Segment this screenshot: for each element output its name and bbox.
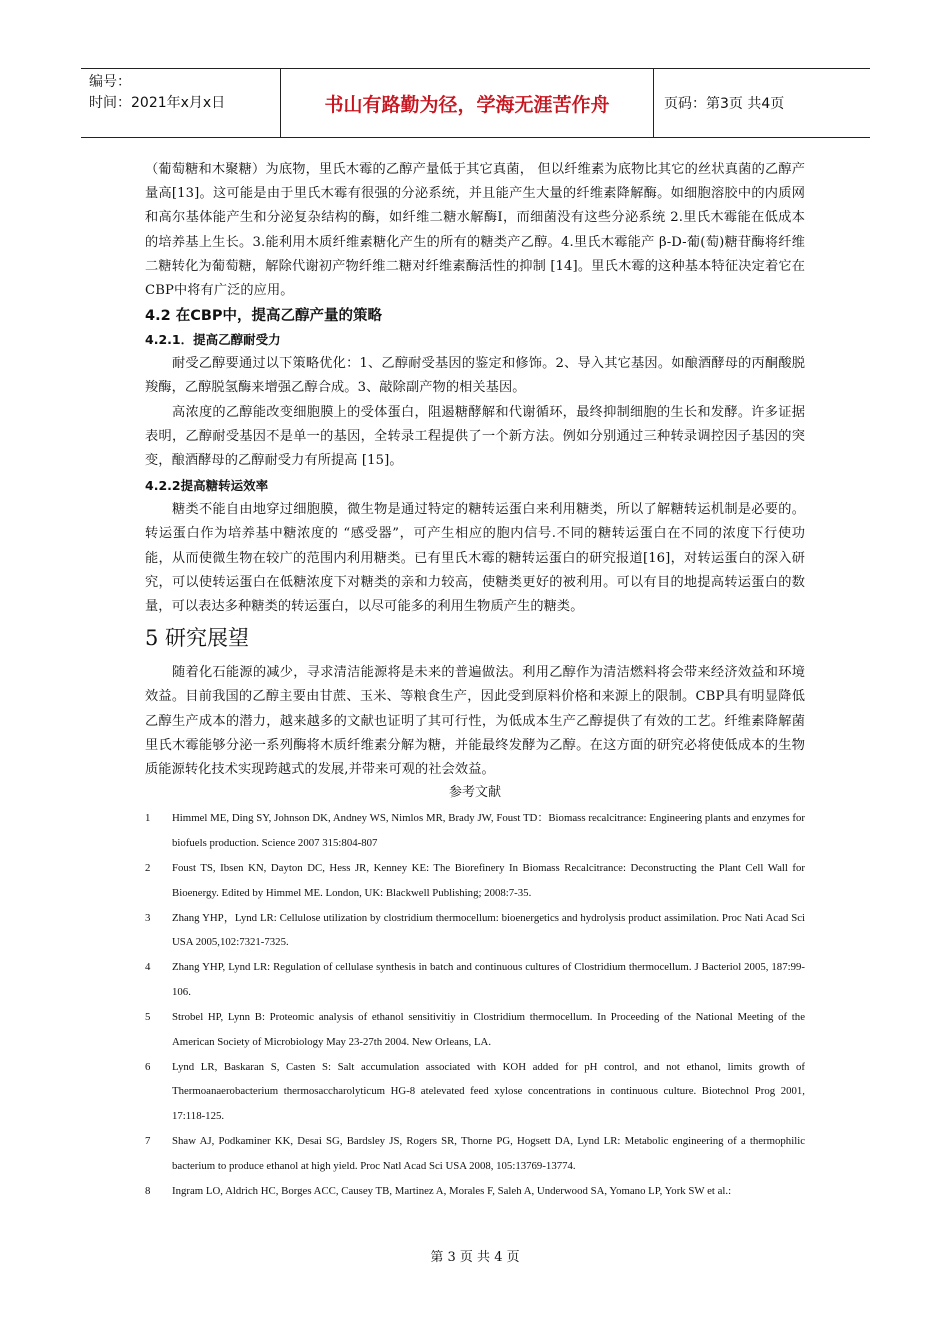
page-footer: 第 3 页 共 4 页 [430, 1250, 520, 1265]
reference-number: 7 [145, 1134, 151, 1147]
reference-item [145, 1179, 805, 1204]
reference-number: 8 [145, 1184, 151, 1197]
subsection-heading-4-2-1: 4.2.1．提高乙醇耐受力 [145, 332, 281, 348]
reference-number: 2 [145, 861, 151, 874]
reference-text: Himmel ME, Ding SY, Johnson DK, Andney WS, Nimlos MR, Brady JW, Foust TD：Biomass recalcitrance: Engineering plants and enzymes for biofuels production. Science 2007 315:804-807 [172, 812, 805, 849]
reference-text: Zhang YHP，Lynd LR: Cellulose utilization by clostridium thermocellum: bioenergetics and hydrolysis product assimilation. Proc Nati Acad Sci USA 2005,102:7321-7325. [172, 911, 805, 949]
reference-item [145, 856, 805, 905]
reference-text: Ingram LO, Aldrich HC, Borges ACC, Causey TB, Martinez A, Morales F, Saleh A, Underwood SA, Yomano LP, York SW et al.: [172, 1184, 732, 1197]
references-title: 参考文献 [448, 785, 501, 801]
reference-item [145, 1129, 805, 1178]
reference-text: Shaw AJ, Podkaminer KK, Desai SG, Bardsley JS, Rogers SR, Thorne PG, Hogsett DA, Lynd LR: Metabolic engineering of a thermophilic bacterium to produce ethanol at high yield. Proc Natl Acad Sci USA 2008, 105:13769-13774. [172, 1134, 805, 1172]
reference-text: Strobel HP, Lynn B: Proteomic analysis of ethanol sensitivitiy in Clostridium thermocellum. In Proceeding of the National Meeting of the American Society of Microbiology May 23-27th 2004. New Orleans, LA. [172, 1011, 805, 1048]
reference-text: Zhang YHP, Lynd LR: Regulation of cellulase synthesis in batch and continuous cultures of Clostridium thermocellum. J Bacteriol 2005, 187:99-106. [172, 961, 805, 998]
paragraph: 耐受乙醇要通过以下策略优化：1、乙醇耐受基因的鉴定和修饰。2、导入其它基因。如酿酒酵母的丙酮酸脱羧酶，乙醇脱氢酶来增强乙醇合成。3、敲除副产物的相关基因。 [145, 356, 805, 396]
reference-number: 5 [145, 1011, 151, 1024]
reference-item [145, 806, 805, 855]
page-header [81, 68, 870, 138]
paragraph: （葡萄糖和木聚糖）为底物，里氏木霉的乙醇产量低于其它真菌， 但以纤维素为底物比其它的丝状真菌的乙醇产量高[13]。这可能是由于里氏木霉有很强的分泌系统，并且能产生大量的纤维素降解酶。如细胞溶胶中的内质网和高尔基体能产生和分泌复杂结构的酶，如纤维二糖水解酶Ⅰ，而细菌没有这些分泌系统 2.里氏木霉能在低成本的培养基上生长。3.能利用木质纤维素糖化产生的所有的糖类产乙醇。4.里氏木霉能产 β-D-葡(萄)糖苷酶将纤维二糖转化为葡萄糖，解除代谢初产物纤维二糖对纤维素酶活性的抑制 [14]。里氏木霉的这种基本特征决定着它在CBP中将有广泛的应用。 [145, 162, 805, 299]
paragraph: 糖类不能自由地穿过细胞膜，微生物是通过特定的糖转运蛋白来利用糖类，所以了解糖转运机制是必要的。转运蛋白作为培养基中糖浓度的 “感受器”，可产生相应的胞内信号.不同的糖转运蛋白在不同的浓度下行使功能，从而使微生物在较广的范围内利用糖类。已有里氏木霉的糖转运蛋白的研究报道[16]，对转运蛋白的深入研究，可以使转运蛋白在低糖浓度下对糖类的亲和力较高，使糖类更好的被利用。可以有目的地提高转运蛋白的数量，可以表达多种糖类的转运蛋白，以尽可能多的利用生物质产生的糖类。 [145, 502, 805, 615]
reference-number: 6 [145, 1060, 151, 1073]
header-time-label: 时间：2021年x月x日 [89, 95, 226, 111]
header-number-label: 编号： [89, 74, 131, 90]
reference-text: Lynd LR, Baskaran S, Casten S: Salt accumulation associated with KOH added for pH control, and not ethanol, limits growth of Thermoanaerobacterium thermosaccharolyticum HG-8 atelevated feed xylose concentrations in continuous culture. Biotechnol Prog 2001, 17:118-125. [172, 1060, 805, 1122]
reference-item [145, 906, 805, 955]
section-heading-4-2: 4.2 在CBP中，提高乙醇产量的策略 [145, 308, 383, 325]
reference-number: 1 [145, 812, 151, 825]
reference-number: 3 [145, 911, 151, 924]
paragraph: 随着化石能源的减少，寻求清洁能源将是未来的普遍做法。利用乙醇作为清洁燃料将会带来经济效益和环境效益。目前我国的乙醇主要由甘蔗、玉米、等粮食生产，因此受到原料价格和来源上的限制。CBP具有明显降低乙醇生产成本的潜力，越来越多的文献也证明了其可行性，为低成本生产乙醇提供了有效的工艺。纤维素降解菌里氏木霉能够分泌一系列酶将木质纤维素分解为糖，并能最终发酵为乙醇。在这方面的研究必将使低成本的生物质能源转化技术实现跨越式的发展,并带来可观的社会效益。 [145, 665, 805, 778]
references-list [145, 806, 805, 1203]
reference-item [145, 955, 805, 1004]
paragraph: 高浓度的乙醇能改变细胞膜上的受体蛋白，阻遏糖酵解和代谢循环，最终抑制细胞的生长和发酵。许多证据表明，乙醇耐受基因不是单一的基因，全转录工程提供了一个新方法。例如分别通过三种转录调控因子基因的突变，酿酒酵母的乙醇耐受力有所提高 [15]。 [145, 404, 805, 469]
header-motto: 书山有路勤为径，学海无涯苦作舟 [281, 69, 654, 137]
reference-item [145, 1005, 805, 1054]
reference-item [145, 1055, 805, 1129]
reference-number: 4 [145, 961, 151, 974]
chapter-heading-5: 5 研究展望 [145, 626, 250, 651]
document-body [145, 158, 805, 1204]
reference-text: Foust TS, Ibsen KN, Dayton DC, Hess JR, Kenney KE: The Biorefinery In Biomass Recalcitrance: Deconstructing the Plant Cell Wall for Bioenergy. Edited by Himmel ME. London, UK: Blackwell Publishing; 2008:7-35. [172, 861, 805, 899]
subsection-heading-4-2-2: 4.2.2提高糖转运效率 [145, 478, 269, 494]
header-info [81, 69, 281, 137]
header-page-label: 页码：第3页 共4页 [664, 96, 785, 112]
